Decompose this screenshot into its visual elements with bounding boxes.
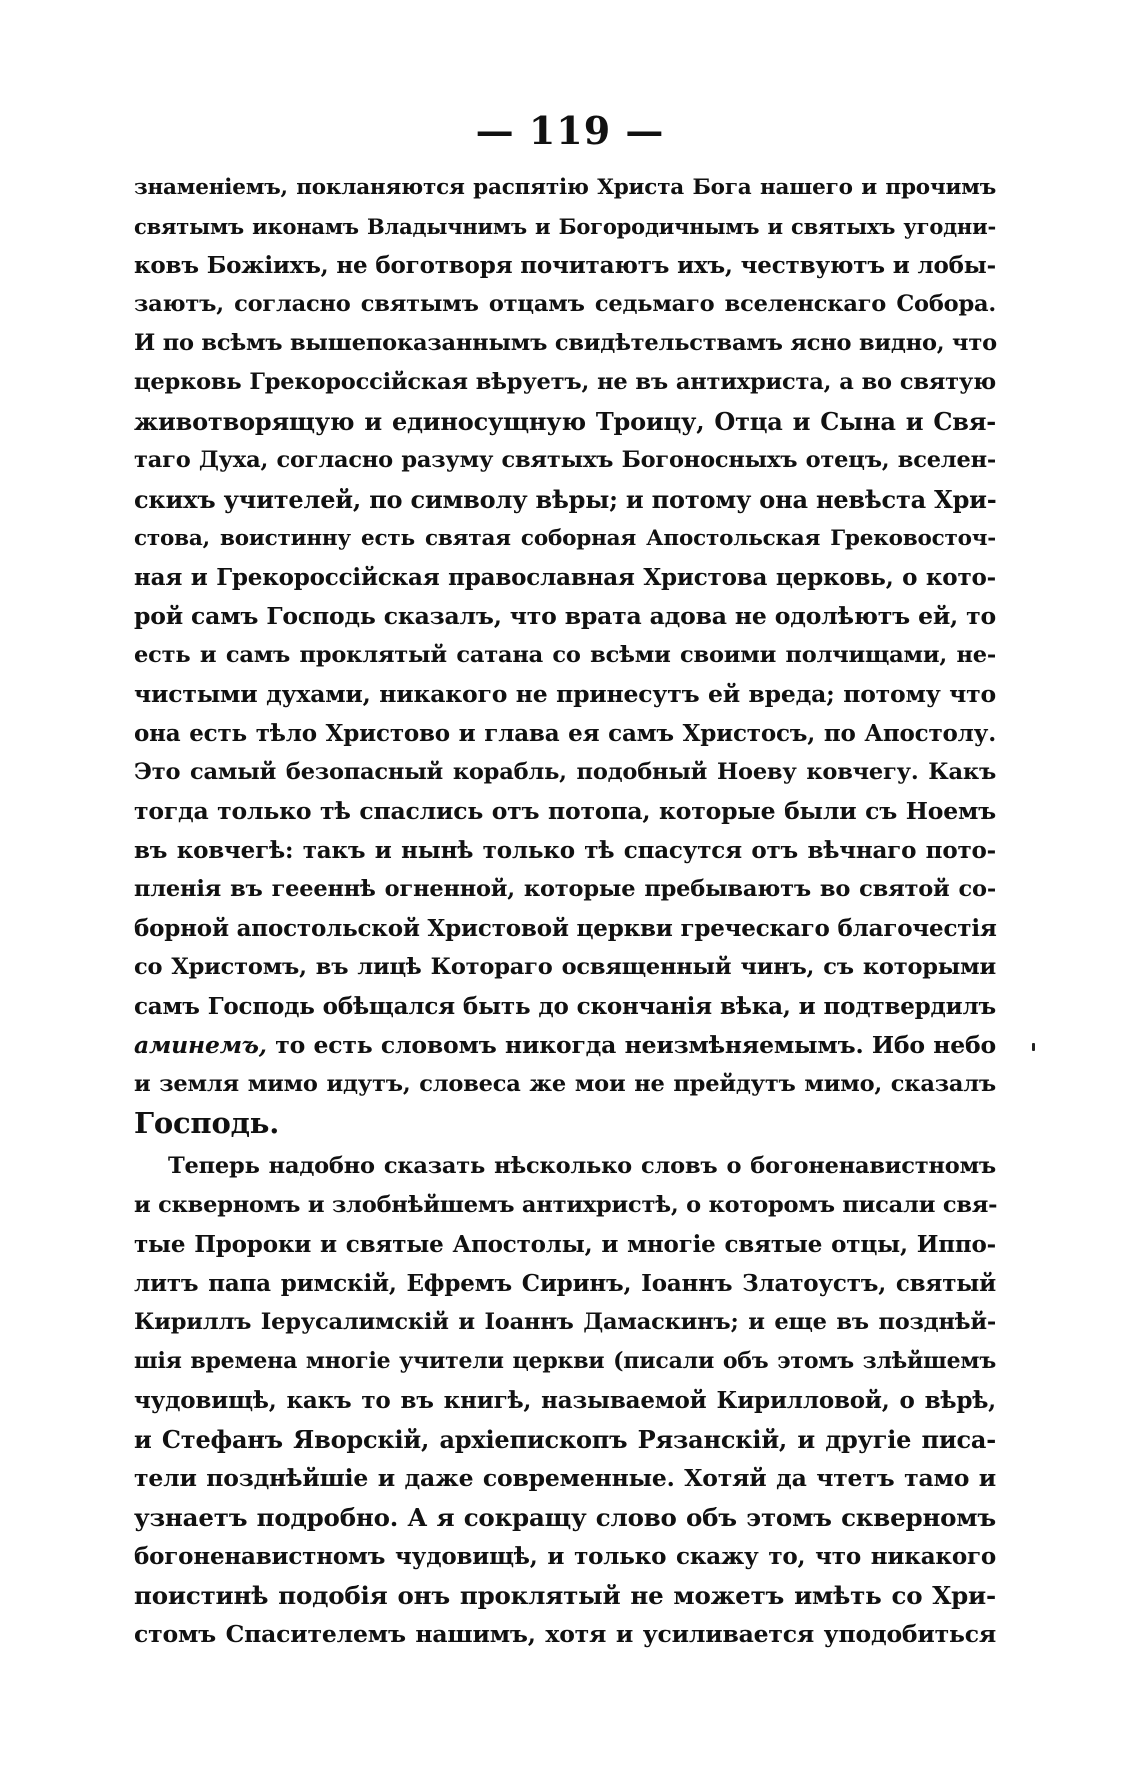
text-line: поистинѣ подобія онъ проклятый не можетъ имѣть со Хри- — [134, 1581, 996, 1610]
text-line: и земля мимо идутъ, словеса же мои не прейдутъ мимо, сказалъ — [134, 1071, 996, 1097]
text-line: Теперь надобно сказать нѣсколько словъ о богоненавистномъ — [168, 1153, 996, 1179]
text-line: ная и Грекороссійская православная Христова церковь, о кото- — [134, 564, 996, 591]
text-line: самъ Господь обѣщался быть до скончанія вѣка, и подтвердилъ — [134, 993, 996, 1020]
text-line: литъ папа римскій, Ефремъ Сиринъ, Іоаннъ Златоустъ, святый — [134, 1270, 996, 1297]
text-line: шія времена многіе учители церкви (писали объ этомъ злѣйшемъ — [134, 1348, 996, 1374]
text-line: Кириллъ Іерусалимскій и Іоаннъ Дамаскинъ; и еще въ позднѣй- — [134, 1309, 996, 1335]
text-line: животворящую и единосущную Троицу, Отца и Сына и Свя- — [134, 407, 996, 436]
text-line: рой самъ Господь сказалъ, что врата адова не одолѣютъ ей, то — [134, 602, 996, 630]
text-line: чистыми духами, никакого не принесутъ ей вреда; потому что — [134, 680, 996, 708]
text-line: тогда только тѣ спаслись отъ потопа, которые были съ Ноемъ — [134, 797, 996, 825]
text-line: стова, воистинну есть святая соборная Апостольская Грековосточ- — [134, 526, 996, 551]
text-line-amen — [134, 1026, 996, 1065]
text-line: она есть тѣло Христово и глава ея самъ Христосъ, по Апостолу. — [134, 720, 996, 747]
text-line: И по всѣмъ вышепоказаннымъ свидѣтельствамъ ясно видно, что — [134, 330, 997, 356]
text-line: святымъ иконамъ Владычнимъ и Богородичнымъ и святыхъ угодни- — [134, 214, 996, 239]
text-line: Это самый безопасный корабль, подобный Ноеву ковчегу. Какъ — [134, 759, 996, 785]
text-line: чудовищѣ, какъ то въ книгѣ, называемой Кирилловой, о вѣрѣ, — [134, 1387, 996, 1414]
text-line: таго Духа, согласно разуму святыхъ Богоносныхъ отецъ, вселен- — [134, 447, 996, 473]
text-line: въ ковчегѣ: такъ и нынѣ только тѣ спасутся отъ вѣчнаго пото- — [134, 837, 996, 864]
text-line: и скверномъ и злобнѣйшемъ антихристѣ, о которомъ писали свя- — [134, 1192, 998, 1218]
body-text — [134, 168, 996, 1654]
text-line: Господь. — [134, 1106, 280, 1140]
text-line: узнаетъ подробно. А я сокращу слово объ этомъ скверномъ — [134, 1503, 996, 1532]
print-speck — [1032, 1043, 1035, 1051]
text-line-rest: то есть словомъ никогда неизмѣняемымъ. Ибо небо — [266, 1031, 996, 1059]
text-line: ковъ Божіихъ, не боготворя почитаютъ ихъ, чествуютъ и лобы- — [134, 252, 996, 279]
text-line: и Стефанъ Яворскій, архіепископъ Рязанскій, и другіе писа- — [134, 1425, 996, 1454]
text-line: тели позднѣйшіе и даже современные. Хотяй да чтетъ тамо и — [134, 1464, 996, 1492]
text-line: пленія въ геееннѣ огненной, которые пребываютъ во святой со- — [134, 876, 996, 902]
text-line: заютъ, согласно святымъ отцамъ седьмаго вселенскаго Собора. — [134, 291, 996, 317]
text-line: со Христомъ, въ лицѣ Котораго освященный чинъ, съ которыми — [134, 954, 996, 980]
text-line: церковь Грекороссійская вѣруетъ, не въ антихриста, а во святую — [134, 369, 996, 395]
page-number: — 119 — — [475, 108, 665, 153]
text-line: борной апостольской Христовой церкви греческаго благочестія — [134, 915, 997, 942]
text-line: тые Пророки и святые Апостолы, и многіе святые отцы, Иппо- — [134, 1231, 996, 1258]
text-line: скихъ учителей, по символу вѣры; и потому она невѣста Хри- — [134, 485, 997, 514]
text-line: стомъ Спасителемъ нашимъ, хотя и усиливается уподобиться — [134, 1620, 996, 1648]
text-line: богоненавистномъ чудовищѣ, и только скажу то, что никакого — [134, 1543, 996, 1570]
italic-word: аминемъ, — [134, 1031, 267, 1059]
text-line: есть и самъ проклятый сатана со всѣми своими полчищами, не- — [134, 642, 996, 668]
text-line: знаменіемъ, покланяются распятію Христа Бога нашего и прочимъ — [134, 175, 996, 200]
